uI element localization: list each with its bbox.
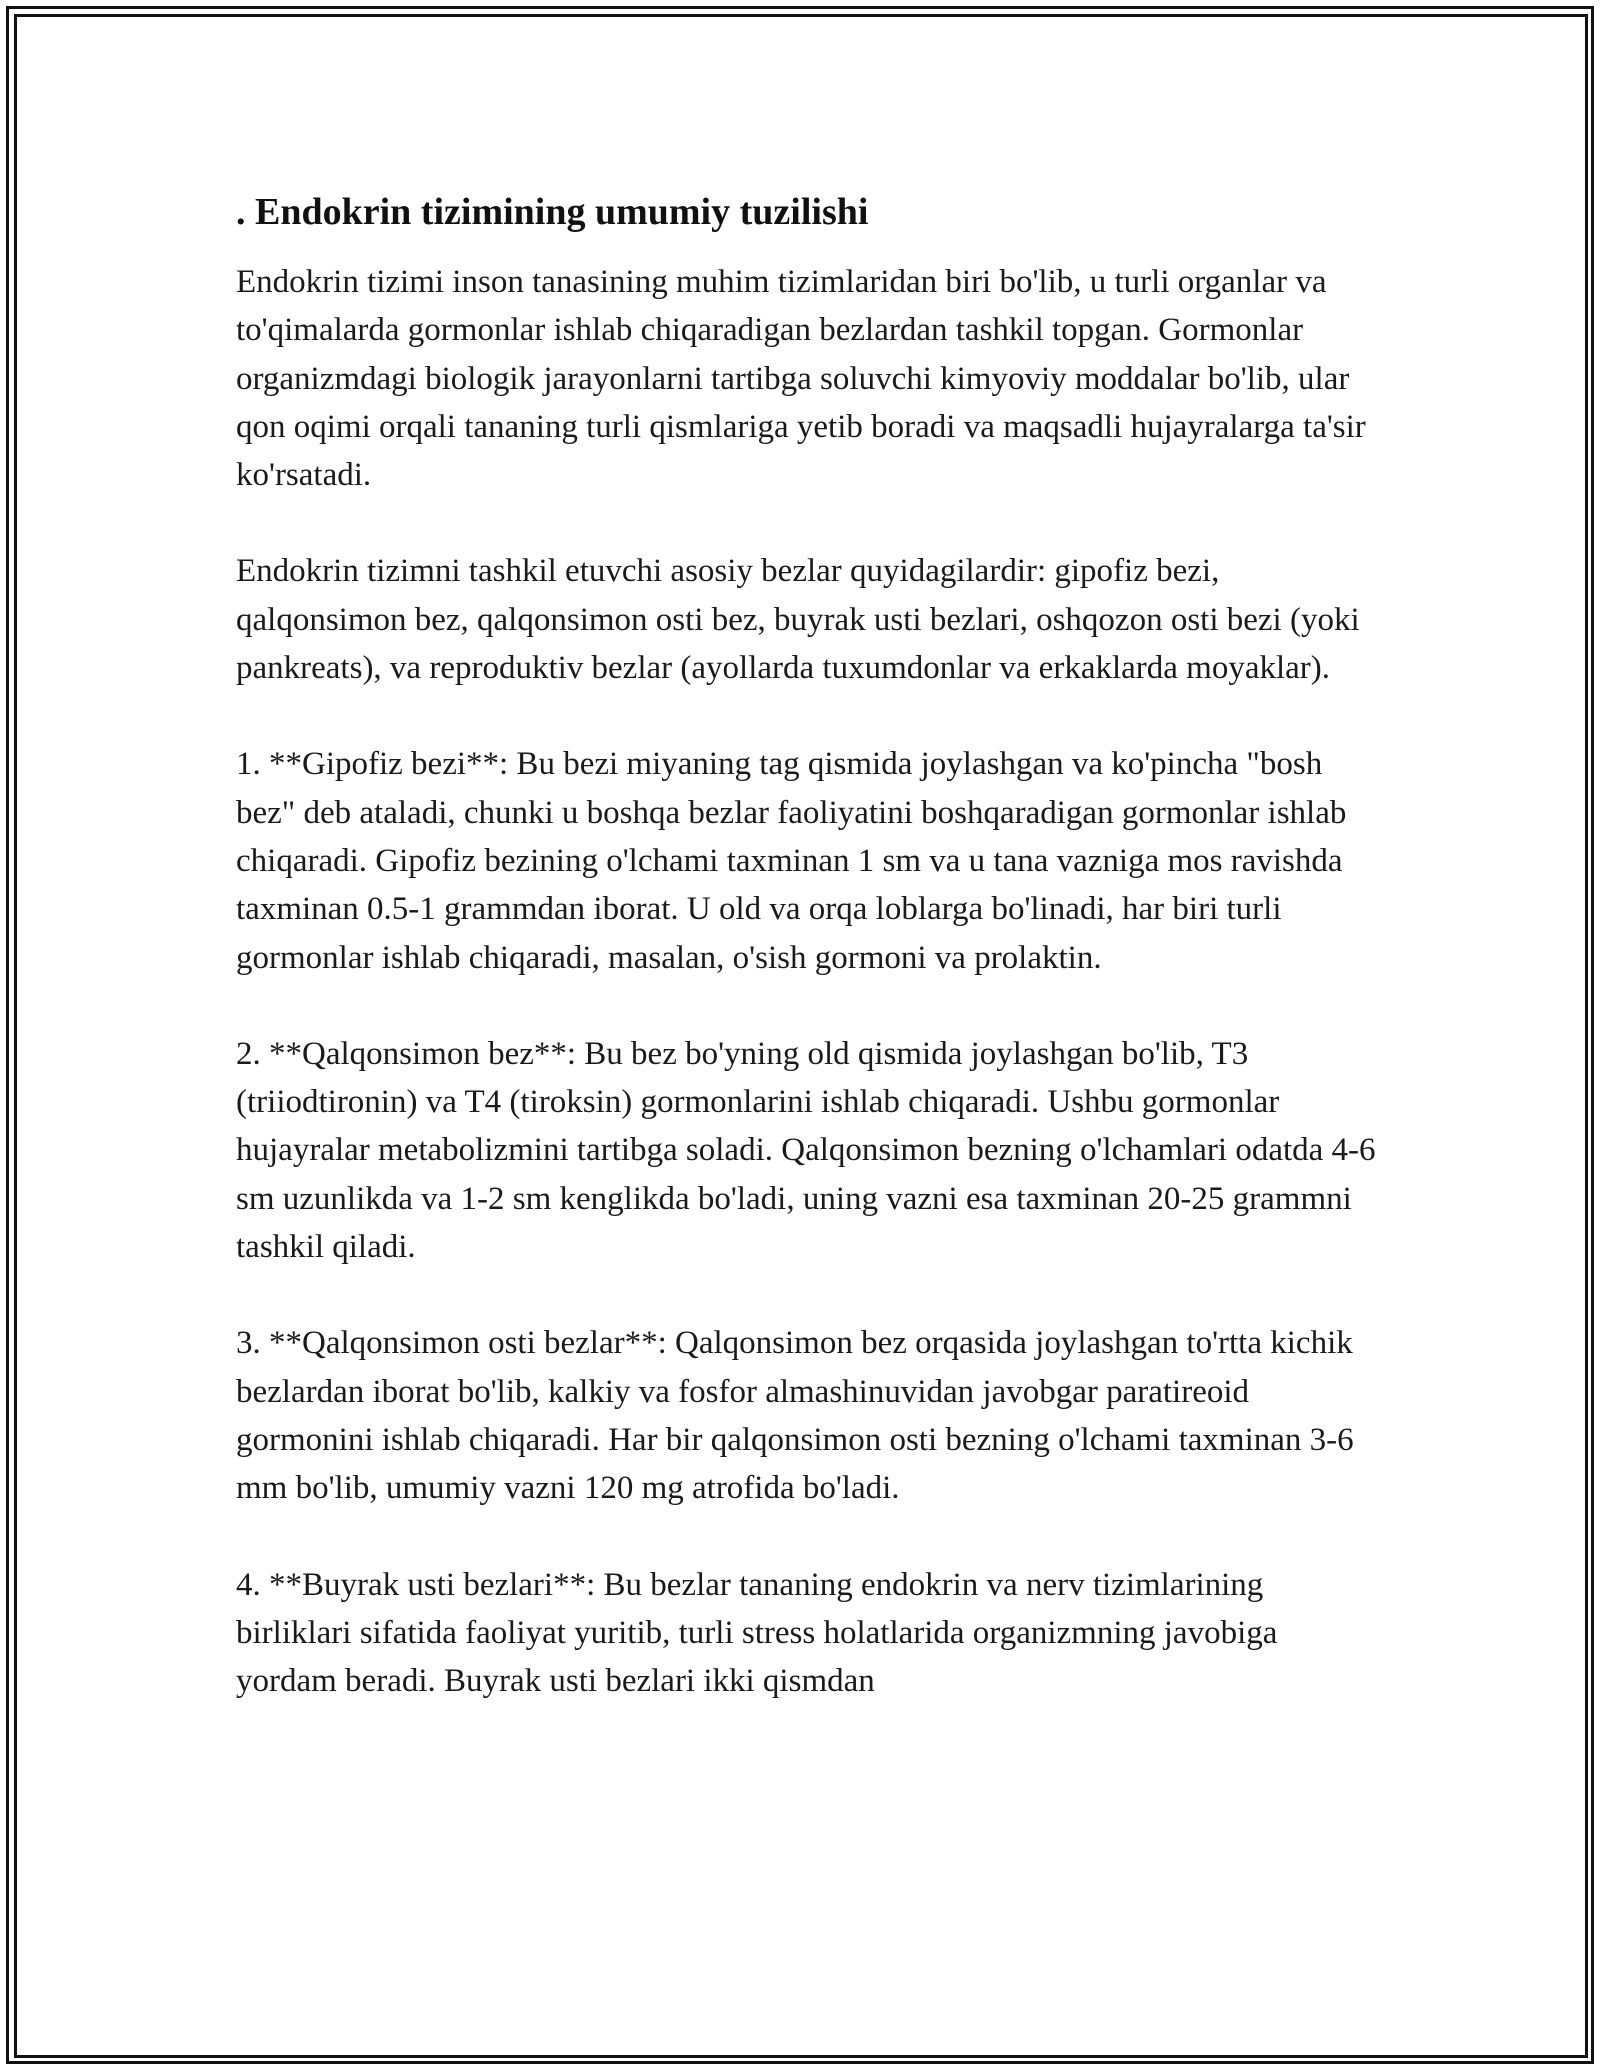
document-title: . Endokrin tizimining umumiy tuzilishi — [236, 191, 869, 233]
paragraph-main-glands: Endokrin tizimni tashkil etuvchi asosiy bezlar quyidagilardir: gipofiz bezi, qalqonsimon bez, qalqonsimon osti bez, buyrak usti bezlari, oshqozon osti bezi (yoki pankreats), va reproduktiv bezlar (ayollarda tuxumdonlar va erkaklarda moyaklar). — [236, 553, 1360, 687]
document-page — [236, 188, 1386, 1753]
paragraph-parathyroid: 3. **Qalqonsimon osti bezlar**: Qalqonsimon bez orqasida joylashgan to'rtta kichik bezlardan iborat bo'lib, kalkiy va fosfor almashinuvidan javobgar paratireoid gormonini ishlab chiqaradi. Har bir qalqonsimon osti bezning o'lchami taxminan 3-6 mm bo'lib, umumiy vazni 120 mg atrofida bo'ladi. — [236, 1325, 1354, 1507]
paragraph-intro: Endokrin tizimi inson tanasining muhim tizimlaridan biri bo'lib, u turli organlar va to'qimalarda gormonlar ishlab chiqaradigan bezlardan tashkil topgan. Gormonlar organizmdagi biologik jarayonlarni tartibga soluvchi kimyoviy moddalar bo'lib, ular qon oqimi orqali tananing turli qismlariga yetib boradi va maqsadli hujayralarga ta'sir ko'rsatadi. — [236, 264, 1366, 494]
paragraph-adrenal: 4. **Buyrak usti bezlari**: Bu bezlar tananing endokrin va nerv tizimlarining birliklari sifatida faoliyat yuritib, turli stress holatlarida organizmning javobiga yordam beradi. Buyrak usti bezlari ikki qismdan — [236, 1566, 1278, 1700]
paragraph-thyroid: 2. **Qalqonsimon bez**: Bu bez bo'yning old qismida joylashgan bo'lib, T3 (triiodtironin) va T4 (tiroksin) gormonlarini ishlab chiqaradi. Ushbu gormonlar hujayralar metabolizmini tartibga soladi. Qalqonsimon bezning o'lchamlari odatda 4-6 sm uzunlikda va 1-2 sm kenglikda bo'ladi, uning vazni esa taxminan 20-25 grammni tashkil qiladi. — [236, 1035, 1376, 1266]
paragraph-pituitary: 1. **Gipofiz bezi**: Bu bezi miyaning tag qismida joylashgan va ko'pincha "bosh bez" deb ataladi, chunki u boshqa bezlar faoliyatini boshqaradigan gormonlar ishlab chiqaradi. Gipofiz bezining o'lchami taxminan 1 sm va u tana vazniga mos ravishda taxminan 0.5-1 grammdan iborat. U old va orqa loblarga bo'linadi, har biri turli gormonlar ishlab chiqaradi, masalan, o'sish gormoni va prolaktin. — [236, 746, 1347, 976]
